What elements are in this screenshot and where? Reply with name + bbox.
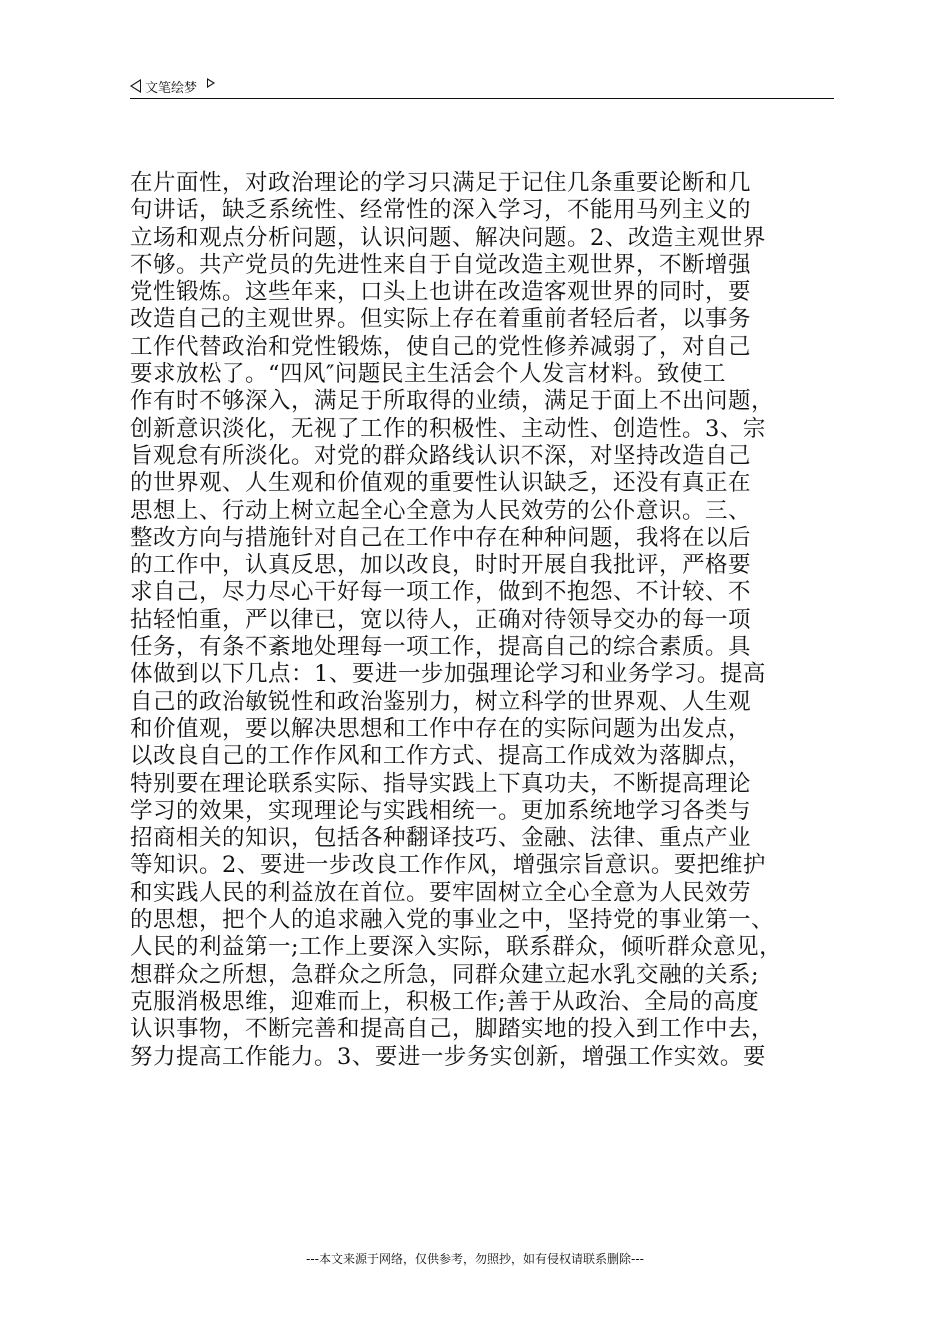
- body-text: 在片面性，对政治理论的学习只满足于记住几条重要论断和几 句讲话，缺乏系统性、经常性的深入学习，不能用马列主义的 立场和观点分析问题，认识问题、解决问题。2、改造主观世界 不够。共产党员的先进性来自于自觉改造主观世界，不断增强 党性锻炼。这些年来，口头上也讲在改造客观世界的同时，要 改造自己的主观世界。但实际上存在着重前者轻后者，以事务 工作代替政治和党性锻炼，使自己的党性修养减弱了，对自己 要求放松了。“四风″问题民主生活会个人发言材料。致使工 作有时不够深入，满足于所取得的业绩，满足于面上不出问题， 创新意识淡化，无视了工作的积极性、主动性、创造性。3、宗 旨观怠有所淡化。对党的群众路线认识不深，对坚持改造自己 的世界观、人生观和价值观的重要性认识缺乏，还没有真正在 思想上、行动上树立起全心全意为人民效劳的公仆意识。三、 整改方向与措施针对自己在工作中存在种种问题，我将在以后 的工作中，认真反思，加以改良，时时开展自我批评，严格要 求自己，尽力尽心干好每一项工作，做到不抱怨、不计较、不 拈轻怕重，严以律已，宽以待人，正确对待领导交办的每一项 任务，有条不紊地处理每一项工作，提高自己的综合素质。具 体做到以下几点：1、要进一步加强理论学习和业务学习。提高 自己的政治敏锐性和政治鉴别力，树立科学的世界观、人生观 和价值观，要以解决思想和工作中存在的实际问题为出发点， 以改良自己的工作作风和工作方式、提高工作成效为落脚点， 特别要在理论联系实际、指导实践上下真功夫，不断提高理论 学习的效果，实现理论与实践相统一。更加系统地学习各类与 招商相关的知识，包括各种翻译技巧、金融、法律、重点产业 等知识。2、要进一步改良工作作风，增强宗旨意识。要把维护 和实践人民的利益放在首位。要牢固树立全心全意为人民效劳 的思想，把个人的追求融入党的事业之中，坚持党的事业第一、 人民的利益第一;工作上要深入实际，联系群众，倾听群众意见， 想群众之所想，急群众之所急，同群众建立起水乳交融的关系; 克服消极思维，迎难而上，积极工作;善于从政治、全局的高度 认识事物，不断完善和提高自己，脚踏实地的投入到工作中去， 努力提高工作能力。3、要进一步务实创新，增强工作实效。要: [130, 170, 783, 1070]
- page-header: [130, 74, 834, 98]
- header-divider: [130, 98, 834, 99]
- right-triangle-icon: [207, 78, 215, 88]
- left-triangle-icon: [130, 79, 141, 93]
- page-footer: ---本文来源于网络，仅供参考，勿照抄，如有侵权请联系删除---: [306, 1252, 644, 1266]
- header-title: 文笔绘梦: [145, 80, 198, 96]
